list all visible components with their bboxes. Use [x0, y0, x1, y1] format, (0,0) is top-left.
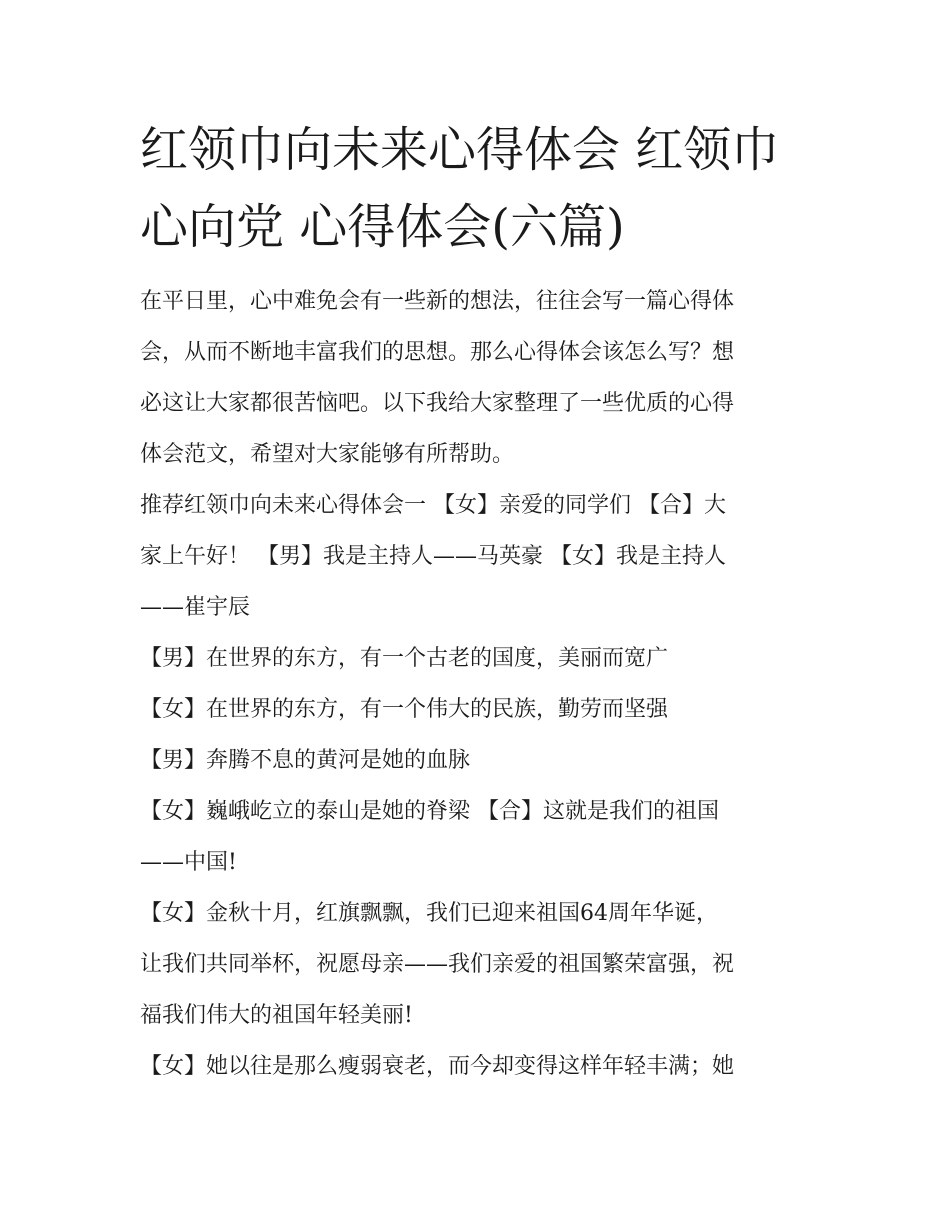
text-line: 福我们伟大的祖国年轻美丽!: [140, 1003, 413, 1028]
opening-paragraph: [140, 480, 812, 633]
text-line: 会，从而不断地丰富我们的思想。那么心得体会该怎么写？想: [140, 340, 735, 365]
text-line: 在平日里，心中难免会有一些新的想法，往往会写一篇心得体: [140, 289, 735, 314]
script-line-paragraph: [140, 735, 812, 786]
intro-paragraph: [140, 276, 812, 480]
text-line: 让我们共同举杯，祝愿母亲——我们亲爱的祖国繁荣富强，祝: [140, 952, 735, 977]
text-line: 家上午好！ 【男】我是主持人——马英豪 【女】我是主持人: [140, 544, 726, 569]
script-line-paragraph: [140, 786, 812, 888]
body-text: [140, 276, 812, 1092]
script-line-paragraph: [140, 888, 812, 1041]
text-line: 体会范文，希望对大家能够有所帮助。: [140, 442, 515, 467]
text-line: 【女】巍峨屹立的泰山是她的脊梁 【合】这就是我们的祖国: [140, 799, 719, 824]
document-content: [140, 112, 812, 1092]
text-line: 【男】在世界的东方，有一个古老的国度，美丽而宽广: [140, 646, 669, 671]
text-line: ——中国!: [140, 850, 237, 875]
title-line-2: 心向党 心得体会(六篇): [140, 199, 625, 255]
script-line-paragraph: [140, 633, 812, 684]
text-line: ——崔宇辰: [140, 595, 251, 620]
title-line-1: 红领巾向未来心得体会 红领巾: [140, 122, 780, 178]
text-line: 【女】在世界的东方，有一个伟大的民族，勤劳而坚强: [140, 697, 669, 722]
text-line: 【男】奔腾不息的黄河是她的血脉: [140, 748, 471, 773]
script-line-paragraph: [140, 1041, 812, 1092]
script-line-paragraph: [140, 684, 812, 735]
text-line: 推荐红领巾向未来心得体会一 【女】亲爱的同学们 【合】大: [140, 493, 726, 518]
text-line: 【女】金秋十月，红旗飘飘，我们已迎来祖国64周年华诞，: [140, 901, 718, 926]
text-line: 【女】她以往是那么瘦弱衰老，而今却变得这样年轻丰满；她: [140, 1054, 735, 1079]
text-line: 必这让大家都很苦恼吧。以下我给大家整理了一些优质的心得: [140, 391, 735, 416]
page-title: [140, 112, 812, 266]
